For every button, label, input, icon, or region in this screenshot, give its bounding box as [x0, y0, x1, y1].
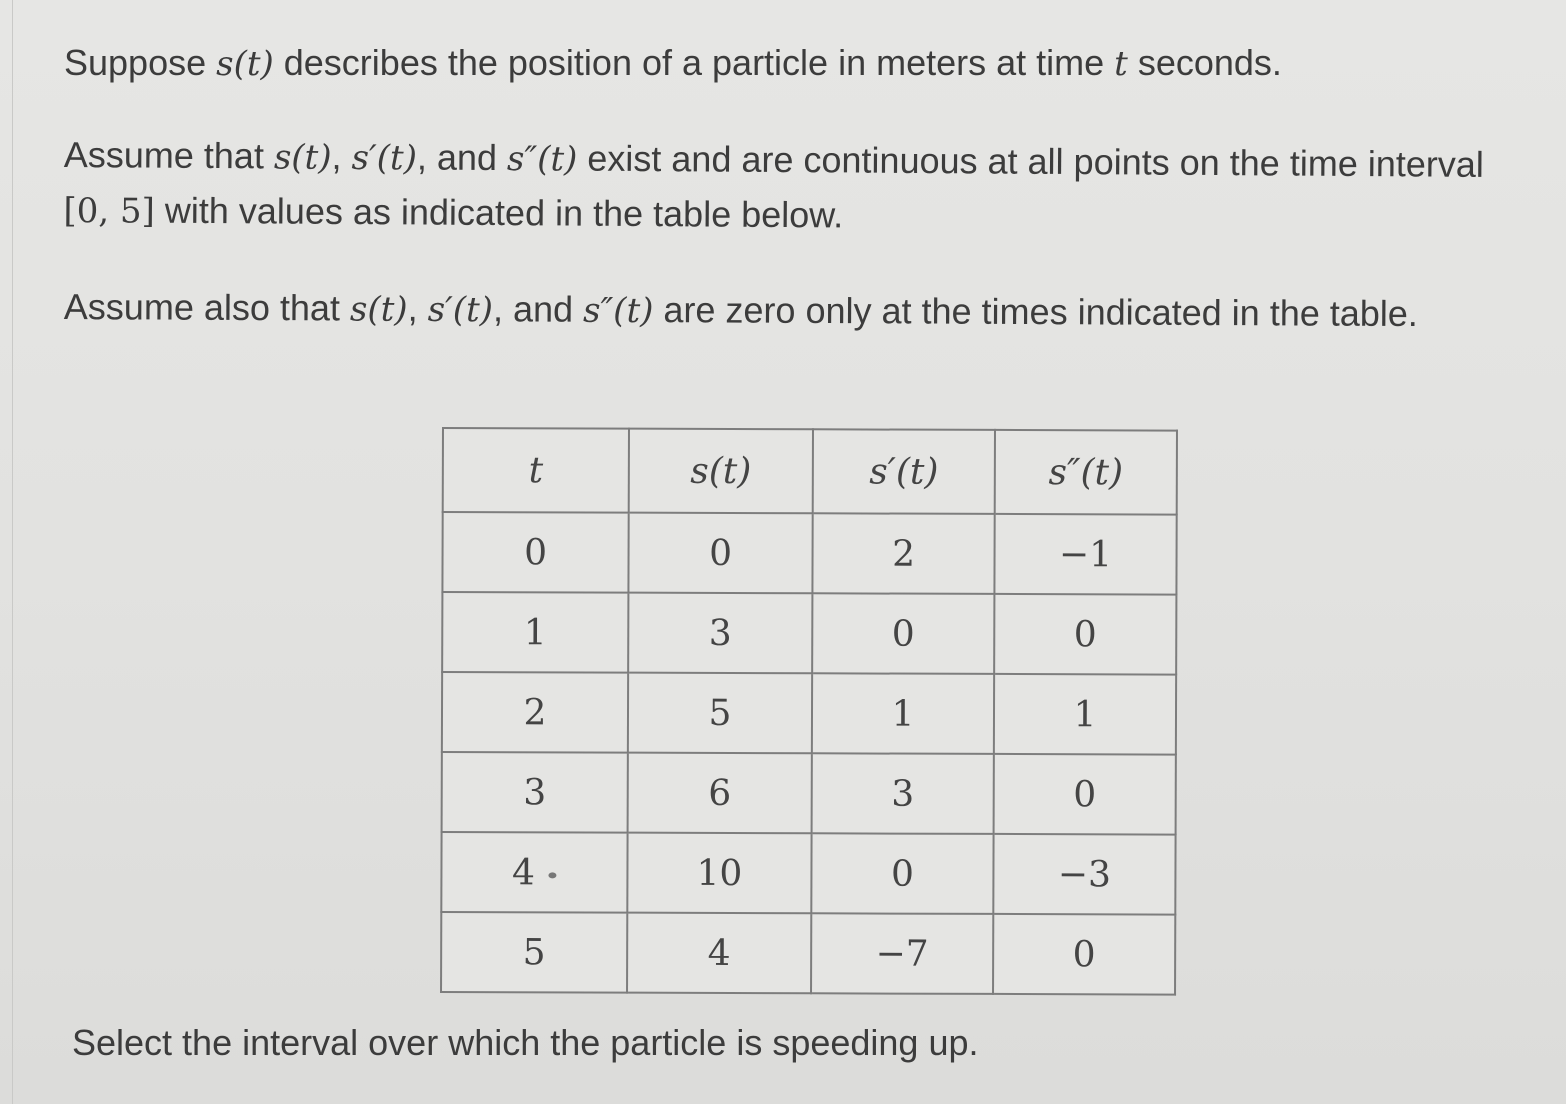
- cell-s-prime: −7: [811, 913, 993, 994]
- text: describes the position of a particle in meters at time: [273, 42, 1115, 83]
- page-edge: [12, 0, 13, 1104]
- math-t: t: [1114, 44, 1128, 84]
- math-s: s(t): [349, 289, 408, 330]
- header-s-prime: s′(t): [813, 429, 995, 514]
- cell-t-value: 4: [511, 851, 535, 893]
- math-s-of-t: s(t): [216, 44, 274, 84]
- table-row: [442, 592, 1176, 675]
- cell-s-double-prime: −1: [994, 514, 1176, 595]
- cell-t: 3: [442, 752, 628, 833]
- text: , and: [416, 136, 508, 179]
- cell-t: 5: [441, 912, 627, 993]
- cell-s: 6: [628, 753, 812, 834]
- values-table: [440, 427, 1178, 996]
- cell-s: 0: [628, 513, 812, 594]
- intro-paragraph: [64, 36, 1524, 91]
- cell-t: 1: [442, 592, 628, 673]
- text: exist and are continuous at all points on the time interval: [577, 137, 1485, 185]
- table-row: [442, 752, 1176, 835]
- text: Assume also that: [63, 285, 351, 329]
- assumption-paragraph: [63, 128, 1524, 248]
- cell-s-double-prime: 1: [994, 674, 1176, 755]
- cell-s-prime: 0: [812, 593, 994, 674]
- text: ,: [407, 287, 428, 329]
- cell-s-double-prime: 0: [994, 594, 1176, 675]
- header-s: s(t): [629, 429, 813, 514]
- zero-assumption-paragraph: [64, 280, 1484, 342]
- cell-s-prime: 1: [812, 673, 994, 754]
- cell-s-double-prime: 0: [994, 754, 1176, 835]
- math-interval: [0, 5]: [63, 190, 155, 232]
- cell-s-prime: 2: [812, 513, 994, 594]
- cell-t: 0: [442, 512, 628, 593]
- question-prompt: Select the interval over which the particle is speeding up.: [72, 1022, 979, 1063]
- header-s-double-prime: s″(t): [995, 430, 1177, 515]
- cell-s-prime: 0: [811, 833, 993, 914]
- text: ,: [331, 135, 352, 178]
- text: Assume that: [63, 133, 275, 177]
- cell-t: 2: [442, 672, 628, 753]
- text: seconds.: [1127, 42, 1282, 83]
- math-s-prime: s′(t): [351, 138, 418, 179]
- cell-t: [441, 832, 627, 913]
- cell-s-double-prime: −3: [993, 834, 1175, 915]
- cell-s: 4: [627, 913, 811, 994]
- math-s-double-prime: s″(t): [582, 290, 654, 332]
- cell-s: 3: [628, 593, 812, 674]
- cell-s: 10: [627, 833, 811, 914]
- table-row: [441, 912, 1175, 995]
- math-s-double-prime: s″(t): [506, 139, 578, 180]
- cell-s-prime: 3: [812, 753, 994, 834]
- table-header-row: [443, 428, 1177, 515]
- cell-s-double-prime: 0: [993, 914, 1175, 995]
- cell-s: 5: [628, 673, 812, 754]
- table-row: [442, 512, 1176, 595]
- math-s-prime: s′(t): [427, 289, 494, 331]
- header-t: t: [443, 428, 629, 513]
- math-s: s(t): [273, 137, 332, 178]
- table-row: [441, 832, 1175, 915]
- table-row: [442, 672, 1176, 755]
- text: , and: [492, 288, 584, 330]
- speck-mark: [549, 872, 557, 878]
- text: Suppose: [64, 42, 217, 83]
- text: with values as indicated in the table below.: [154, 189, 844, 236]
- text: are zero only at the times indicated in the table.: [653, 289, 1418, 335]
